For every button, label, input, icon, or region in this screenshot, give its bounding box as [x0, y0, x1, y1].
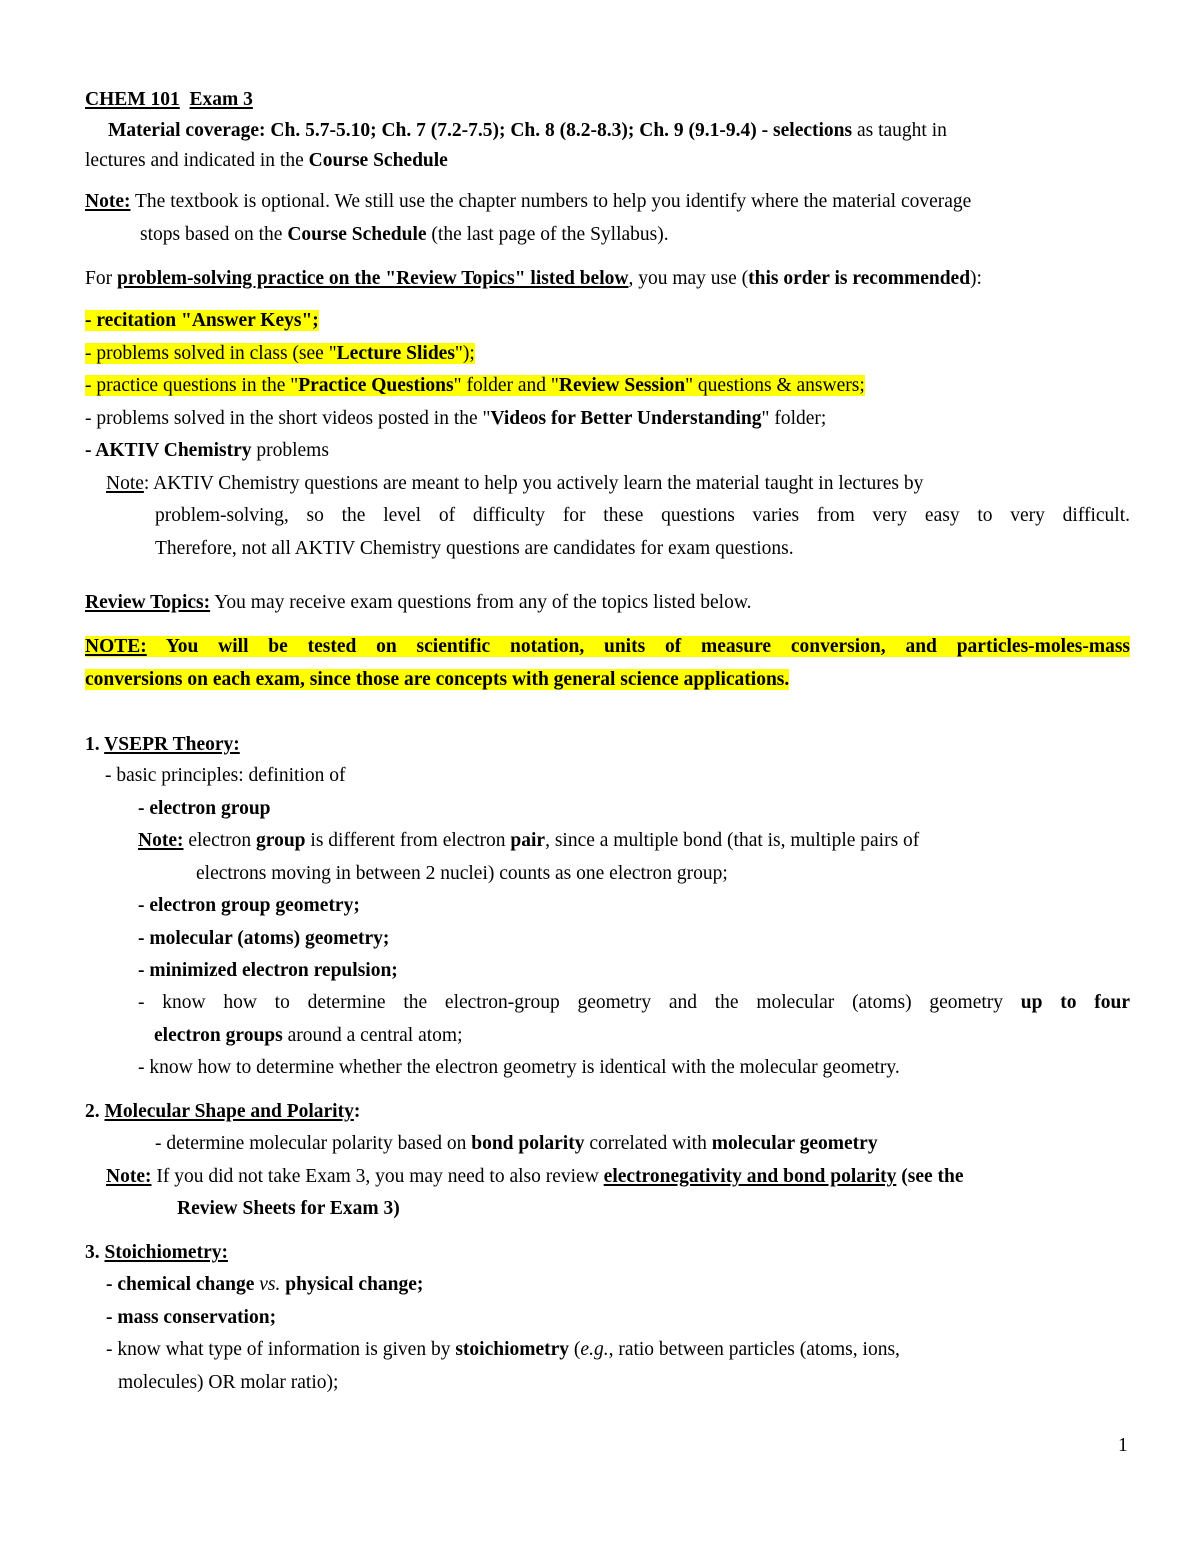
page-title: CHEM 101 Exam 3 [85, 89, 253, 110]
polarity-note-cont: Review Sheets for Exam 3) [177, 1198, 400, 1219]
list-item-cont: molecules) OR molar ratio); [118, 1372, 339, 1393]
section-1-heading: 1. VSEPR Theory: [85, 734, 240, 755]
page-number: 1 [1118, 1435, 1128, 1456]
list-item: - chemical change vs. physical change; [106, 1274, 424, 1295]
aktiv-note-cont: problem-solving, so the level of difficulty for these questions varies from very easy to very difficult. [155, 505, 1130, 526]
material-coverage: Material coverage: Ch. 5.7-5.10; Ch. 7 (7.2-7.5); Ch. 8 (8.2-8.3); Ch. 9 (9.1-9.4) - selections as taught in [108, 120, 947, 141]
practice-item-aktiv: - AKTIV Chemistry problems [85, 440, 329, 461]
section-3-heading: 3. Stoichiometry: [85, 1242, 228, 1263]
list-item: - know how to determine the electron-group geometry and the molecular (atoms) geometry up to four [138, 992, 1130, 1013]
electron-group-note-cont: electrons moving in between 2 nuclei) counts as one electron group; [196, 863, 728, 884]
review-topics-intro: Review Topics: You may receive exam questions from any of the topics listed below. [85, 592, 752, 613]
list-item-cont: electron groups around a central atom; [154, 1025, 463, 1046]
list-item: - electron group geometry; [138, 895, 360, 916]
list-item: - basic principles: definition of [105, 765, 346, 786]
important-note: NOTE: You will be tested on scientific notation, units of measure conversion, and particles-moles-mass [85, 636, 1130, 657]
list-item: - molecular (atoms) geometry; [138, 928, 390, 949]
material-coverage-cont: lectures and indicated in the Course Schedule [85, 150, 448, 171]
list-item: - determine molecular polarity based on bond polarity correlated with molecular geometry [155, 1133, 878, 1154]
aktiv-note: Note: AKTIV Chemistry questions are meant to help you actively learn the material taught in lectures by [106, 473, 924, 494]
section-2-heading: 2. Molecular Shape and Polarity: [85, 1101, 361, 1122]
list-item: - mass conservation; [106, 1307, 277, 1328]
important-note-cont: conversions on each exam, since those are concepts with general science applications. [85, 669, 790, 690]
practice-item-lecture-slides: - problems solved in class (see "Lecture Slides"); [85, 343, 475, 364]
list-item: - know what type of information is given by stoichiometry (e.g., ratio between particles (atoms, ions, [106, 1339, 900, 1360]
practice-item-practice-questions: - practice questions in the "Practice Questions" folder and "Review Session" questions & answers; [85, 375, 865, 396]
textbook-note-cont: stops based on the Course Schedule (the last page of the Syllabus). [140, 224, 669, 245]
electron-group-note: Note: electron group is different from electron pair, since a multiple bond (that is, multiple pairs of [138, 830, 920, 851]
practice-item-videos: - problems solved in the short videos posted in the "Videos for Better Understanding" folder; [85, 408, 827, 429]
aktiv-note-end: Therefore, not all AKTIV Chemistry questions are candidates for exam questions. [155, 538, 794, 559]
practice-intro: For problem-solving practice on the "Review Topics" listed below, you may use (this order is recommended): [85, 268, 982, 289]
polarity-note: Note: If you did not take Exam 3, you may need to also review electronegativity and bond polarity (see the [106, 1166, 964, 1187]
practice-item-answer-keys: - recitation "Answer Keys"; [85, 310, 319, 331]
list-item: - electron group [138, 798, 271, 819]
list-item: - minimized electron repulsion; [138, 960, 398, 981]
list-item: - know how to determine whether the electron geometry is identical with the molecular geometry. [138, 1057, 900, 1078]
textbook-note: Note: The textbook is optional. We still use the chapter numbers to help you identify where the material coverage [85, 191, 972, 212]
